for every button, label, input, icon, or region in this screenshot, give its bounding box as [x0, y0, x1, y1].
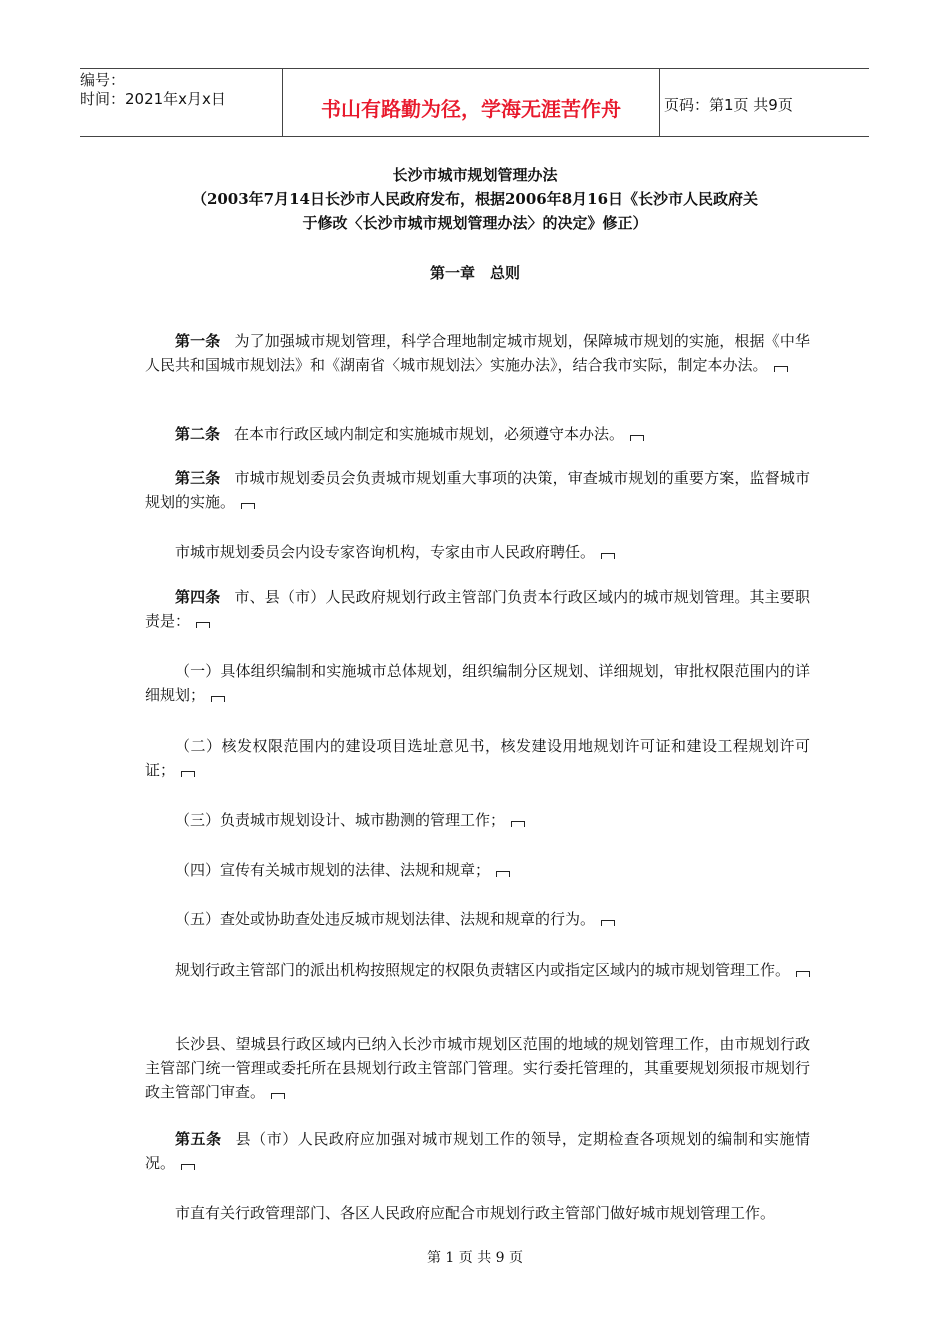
paragraph-mark-icon: [630, 435, 644, 441]
number-label: 编号：: [80, 71, 126, 89]
paragraph-mark-icon: [511, 821, 525, 827]
list-item-text: （四）宣传有关城市规划的法律、法规和规章；: [175, 861, 491, 879]
paragraph-mark-icon: [181, 771, 195, 777]
article-3: [145, 466, 810, 514]
motto-text: 书山有路勤为径，学海无涯苦作舟: [321, 97, 621, 121]
article-1: [145, 329, 810, 377]
article-4-item-4: [145, 858, 810, 882]
article-text: 县（市）人民政府应加强对城市规划工作的领导，定期检查各项规划的编制和实施情况。: [145, 1130, 810, 1172]
article-4: [145, 585, 810, 633]
article-4-item-3: [145, 808, 810, 832]
article-text: 市城市规划委员会负责城市规划重大事项的决策，审查城市规划的重要方案，监督城市规划的实施。: [145, 469, 810, 511]
paragraph-mark-icon: [196, 622, 210, 628]
paragraph-text: 市直有关行政管理部门、各区人民政府应配合市规划行政主管部门做好城市规划管理工作。: [175, 1204, 776, 1222]
article-4-paragraph-3: [145, 1032, 810, 1104]
header-motto-cell: [282, 69, 660, 136]
article-text: 为了加强城市规划管理，科学合理地制定城市规划，保障城市规划的实施，根据《中华人民共和国城市规划法》和《湖南省〈城市规划法〉实施办法》，结合我市实际，制定本办法。: [145, 332, 810, 374]
paragraph-mark-icon: [601, 553, 615, 559]
article-label: 第四条: [175, 588, 221, 606]
paragraph-mark-icon: [796, 971, 810, 977]
list-item-text: （二）核发权限范围内的建设项目选址意见书，核发建设用地规划许可证和建设工程规划许可证；: [145, 737, 810, 779]
page-info: 页码：第1页 共9页: [664, 96, 793, 114]
header-left-cell: [80, 69, 282, 138]
header-right-cell: [664, 69, 869, 136]
article-4-item-2: [145, 734, 810, 782]
article-label: 第一条: [175, 332, 221, 350]
list-item-text: （五）查处或协助查处违反城市规划法律、法规和规章的行为。: [175, 910, 596, 928]
document-header: [80, 68, 869, 137]
paragraph-mark-icon: [211, 696, 225, 702]
article-label: 第五条: [175, 1130, 222, 1148]
article-3-paragraph-2: [145, 540, 810, 564]
article-5: [145, 1127, 810, 1175]
article-text: 在本市行政区域内制定和实施城市规划，必须遵守本办法。: [234, 425, 625, 443]
article-4-item-1: [145, 659, 810, 707]
time-label: 时间：2021年x月x日: [80, 90, 226, 108]
paragraph-mark-icon: [241, 503, 255, 509]
chapter-heading: 第一章 总则: [429, 264, 520, 282]
list-item-text: （一）具体组织编制和实施城市总体规划，组织编制分区规划、详细规划，审批权限范围内的详细规划；: [145, 662, 810, 704]
document-subtitle-line1: （2003年7月14日长沙市人民政府发布，根据2006年8月16日《长沙市人民政府关: [191, 190, 759, 208]
page-footer: 第 1 页 共 9 页: [426, 1250, 524, 1266]
article-text: 市、县（市）人民政府规划行政主管部门负责本行政区域内的城市规划管理。其主要职责是：: [145, 588, 810, 630]
article-5-paragraph-2: [145, 1201, 810, 1225]
paragraph-text: 规划行政主管部门的派出机构按照规定的权限负责辖区内或指定区域内的城市规划管理工作。: [175, 961, 791, 979]
paragraph-mark-icon: [271, 1093, 285, 1099]
document-subtitle-line2: 于修改〈长沙市城市规划管理办法〉的决定》修正）: [302, 214, 648, 232]
paragraph-mark-icon: [774, 366, 788, 372]
article-label: 第三条: [175, 469, 221, 487]
article-4-item-5: [145, 907, 810, 931]
paragraph-text: 市城市规划委员会内设专家咨询机构，专家由市人民政府聘任。: [175, 543, 596, 561]
paragraph-mark-icon: [601, 920, 615, 926]
list-item-text: （三）负责城市规划设计、城市勘测的管理工作；: [175, 811, 506, 829]
article-2: [145, 422, 810, 446]
paragraph-mark-icon: [496, 871, 510, 877]
article-4-paragraph-2: [145, 958, 810, 982]
paragraph-mark-icon: [181, 1164, 195, 1170]
document-title: 长沙市城市规划管理办法: [392, 166, 558, 184]
article-label: 第二条: [175, 425, 221, 443]
paragraph-text: 长沙县、望城县行政区域内已纳入长沙市城市规划区范围的地域的规划管理工作，由市规划行政主管部门统一管理或委托所在县规划行政主管部门管理。实行委托管理的，其重要规划须报市规划行政主管部门审查。: [145, 1035, 810, 1101]
